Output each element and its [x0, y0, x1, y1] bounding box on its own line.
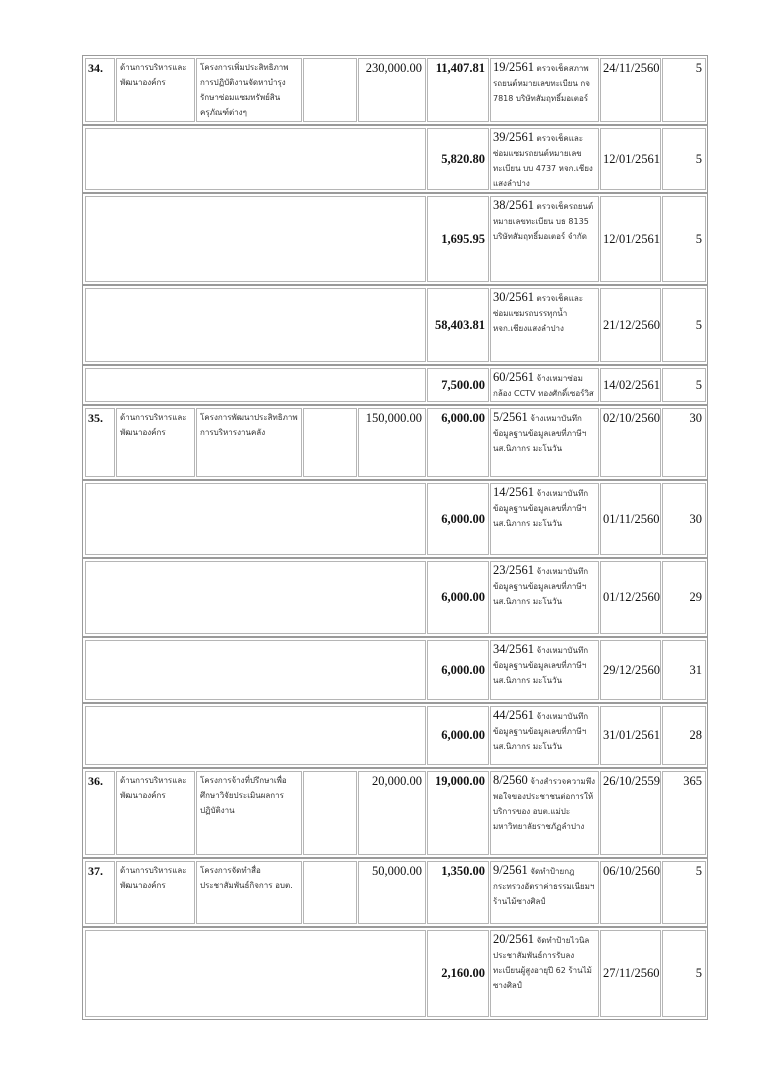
- description-text: ตรวจเช็ครถยนต์หมายเลขทะเบียน บธ 8135 บริษัทสัมฤทธิ์มอเตอร์ จำกัด: [493, 202, 594, 241]
- amount-cell: 7,500.00: [427, 368, 489, 402]
- date-cell: 27/11/2560: [600, 930, 661, 1017]
- budget-cell: 230,000.00: [358, 58, 426, 122]
- days-cell: 31: [662, 640, 706, 700]
- description-text: จัดทำป้ายไวนิลประชาสัมพันธ์การรับลงทะเบียนผู้สูงอายุปี 62 ร้านไม้ซางศิลป์: [493, 936, 592, 990]
- department-cell: ด้านการบริหารและพัฒนาองค์กร: [116, 861, 195, 924]
- amount-cell: 6,000.00: [427, 706, 489, 765]
- amount-cell: 11,407.81: [427, 58, 489, 122]
- document-number: 23/2561: [493, 563, 534, 577]
- budget-cell: 20,000.00: [358, 771, 426, 855]
- project-cell: โครงการจัดทำสื่อประชาสัมพันธ์กิจการ อบต.: [196, 861, 302, 924]
- document-number: 19/2561: [493, 60, 534, 74]
- blank-cell: [303, 771, 357, 855]
- description-cell: [490, 196, 599, 282]
- date-cell: 31/01/2561: [600, 706, 661, 765]
- days-cell: 28: [662, 706, 706, 765]
- item-number: 36.: [85, 771, 115, 855]
- days-cell: 365: [662, 771, 706, 855]
- days-cell: 5: [662, 196, 706, 282]
- description-cell: [490, 288, 599, 362]
- date-cell: 24/11/2560: [600, 58, 661, 122]
- amount-cell: 1,695.95: [427, 196, 489, 282]
- table-row: [82, 637, 708, 703]
- days-cell: 30: [662, 483, 706, 555]
- days-cell: 5: [662, 368, 706, 402]
- document-number: 8/2560: [493, 773, 528, 787]
- date-cell: 29/12/2560: [600, 640, 661, 700]
- merged-blank-cell: [85, 128, 426, 190]
- item-number: 37.: [85, 861, 115, 924]
- description-text: จ้างเหมาบันทึกข้อมูลฐานข้อมูลเลขที่ภาษีฯ นส.นิภากร มะโนวัน: [493, 489, 589, 528]
- document-number: 5/2561: [493, 410, 528, 424]
- table-row: [82, 125, 708, 193]
- date-cell: 12/01/2561: [600, 128, 661, 190]
- amount-cell: 6,000.00: [427, 483, 489, 555]
- date-cell: 12/01/2561: [600, 196, 661, 282]
- description-cell: [490, 561, 599, 634]
- description-cell: [490, 368, 599, 402]
- description-text: จ้างสำรวจความพึงพอใจของประชาชนต่อการให้บริการของ อบต.แม่ปะ มหาวิทยาลัยราชภัฏลำปาง: [493, 777, 596, 831]
- merged-blank-cell: [85, 288, 426, 362]
- item-number: 34.: [85, 58, 115, 122]
- table-row: [82, 285, 708, 365]
- blank-cell: [303, 58, 357, 122]
- amount-cell: 6,000.00: [427, 561, 489, 634]
- description-text: จ้างเหมาซ่อมกล้อง CCTV ทองศักดิ์เซอร์วิส: [493, 374, 594, 398]
- table-row: [82, 858, 708, 927]
- budget-cell: 150,000.00: [358, 408, 426, 477]
- description-cell: [490, 483, 599, 555]
- days-cell: 5: [662, 930, 706, 1017]
- table-row: [82, 405, 708, 480]
- merged-blank-cell: [85, 640, 426, 700]
- amount-cell: 19,000.00: [427, 771, 489, 855]
- table-row: [82, 768, 708, 858]
- merged-blank-cell: [85, 706, 426, 765]
- document-number: 14/2561: [493, 485, 534, 499]
- amount-cell: 5,820.80: [427, 128, 489, 190]
- merged-blank-cell: [85, 930, 426, 1017]
- table-row: [82, 558, 708, 637]
- description-text: ตรวจเช็คและซ่อมแซมรถยนต์หมายเลขทะเบียน บบ 4737 หจก.เชียงแสงลำปาง: [493, 134, 593, 188]
- date-cell: 02/10/2560: [600, 408, 661, 477]
- amount-cell: 6,000.00: [427, 408, 489, 477]
- description-cell: [490, 58, 599, 122]
- department-cell: ด้านการบริหารและพัฒนาองค์กร: [116, 58, 195, 122]
- document-number: 20/2561: [493, 932, 534, 946]
- project-cell: โครงการพัฒนาประสิทธิภาพการบริหารงานคลัง: [196, 408, 302, 477]
- document-number: 39/2561: [493, 130, 534, 144]
- merged-blank-cell: [85, 483, 426, 555]
- description-text: จ้างเหมาบันทึกข้อมูลฐานข้อมูลเลขที่ภาษีฯ นส.นิภากร มะโนวัน: [493, 414, 587, 453]
- amount-cell: 6,000.00: [427, 640, 489, 700]
- department-cell: ด้านการบริหารและพัฒนาองค์กร: [116, 771, 195, 855]
- amount-cell: 1,350.00: [427, 861, 489, 924]
- document-number: 34/2561: [493, 642, 534, 656]
- merged-blank-cell: [85, 196, 426, 282]
- description-cell: [490, 128, 599, 190]
- blank-cell: [303, 408, 357, 477]
- document-number: 44/2561: [493, 708, 534, 722]
- date-cell: 14/02/2561: [600, 368, 661, 402]
- days-cell: 5: [662, 861, 706, 924]
- description-text: ตรวจเช็คสภาพรถยนต์หมายเลขทะเบียน กจ 7818 บริษัทสัมฤทธิ์มอเตอร์: [493, 64, 590, 103]
- description-text: จัดทำป้ายกฎกระทรวงอัตราค่าธรรมเนียมฯ ร้านไม้ซางศิลป์: [493, 867, 595, 906]
- item-number: 35.: [85, 408, 115, 477]
- amount-cell: 2,160.00: [427, 930, 489, 1017]
- days-cell: 5: [662, 288, 706, 362]
- days-cell: 5: [662, 58, 706, 122]
- date-cell: 26/10/2559: [600, 771, 661, 855]
- description-cell: [490, 771, 599, 855]
- table-row: [82, 703, 708, 768]
- document-number: 38/2561: [493, 198, 534, 212]
- description-text: ตรวจเช็คและซ่อมแซมรถบรรทุกน้ำ หจก.เชียงแสงลำปาง: [493, 294, 584, 333]
- days-cell: 30: [662, 408, 706, 477]
- table-row: [82, 55, 708, 125]
- document-number: 30/2561: [493, 290, 534, 304]
- merged-blank-cell: [85, 368, 426, 402]
- description-text: จ้างเหมาบันทึกข้อมูลฐานข้อมูลเลขที่ภาษีฯ นส.นิภากร มะโนวัน: [493, 712, 589, 751]
- budget-cell: 50,000.00: [358, 861, 426, 924]
- days-cell: 29: [662, 561, 706, 634]
- table-row: [82, 480, 708, 558]
- document-number: 9/2561: [493, 863, 528, 877]
- amount-cell: 58,403.81: [427, 288, 489, 362]
- date-cell: 06/10/2560: [600, 861, 661, 924]
- project-cell: โครงการจ้างที่ปรึกษาเพื่อศึกษาวิจัยประเมินผลการปฏิบัติงาน: [196, 771, 302, 855]
- description-text: จ้างเหมาบันทึกข้อมูลฐานข้อมูลเลขที่ภาษีฯ นส.นิภากร มะโนวัน: [493, 646, 589, 685]
- date-cell: 21/12/2560: [600, 288, 661, 362]
- days-cell: 5: [662, 128, 706, 190]
- table-row: [82, 927, 708, 1020]
- blank-cell: [303, 861, 357, 924]
- merged-blank-cell: [85, 561, 426, 634]
- project-cell: โครงการเพิ่มประสิทธิภาพการปฏิบัติงานจัดหาบำรุงรักษาซ่อมแซมทรัพย์สินครุภัณฑ์ต่างๆ: [196, 58, 302, 122]
- document-number: 60/2561: [493, 370, 534, 384]
- date-cell: 01/11/2560: [600, 483, 661, 555]
- description-cell: [490, 408, 599, 477]
- table-row: [82, 193, 708, 285]
- description-text: จ้างเหมาบันทึกข้อมูลฐานข้อมูลเลขที่ภาษีฯ นส.นิภากร มะโนวัน: [493, 567, 589, 606]
- date-cell: 01/12/2560: [600, 561, 661, 634]
- description-cell: [490, 706, 599, 765]
- description-cell: [490, 930, 599, 1017]
- description-cell: [490, 640, 599, 700]
- table-row: [82, 365, 708, 405]
- description-cell: [490, 861, 599, 924]
- department-cell: ด้านการบริหารและพัฒนาองค์กร: [116, 408, 195, 477]
